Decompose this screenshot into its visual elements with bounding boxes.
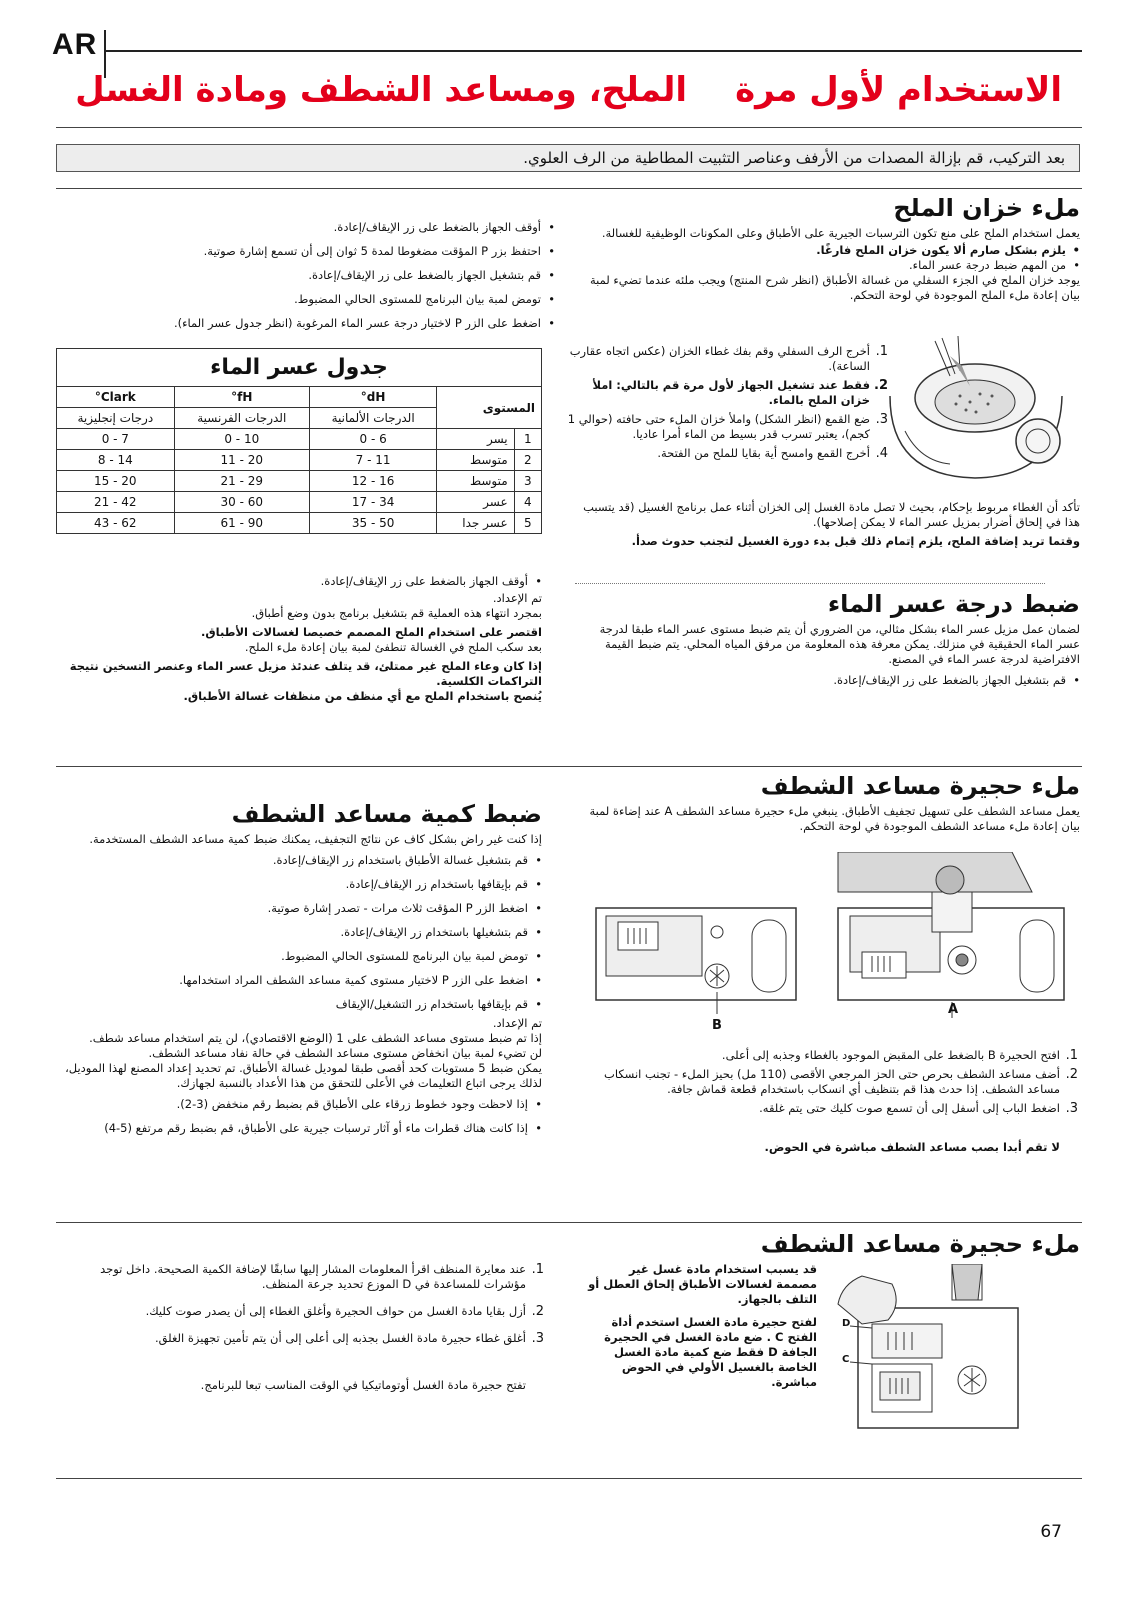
rinse-adjust-tip: • إذا لاحظت وجود خطوط زرقاء على الأطباق قم بضبط رقم منخفض (3-2). (56, 1097, 528, 1112)
salt-indicator-note: بعد سكب الملح في الغسالة تنطفئ لمبة بيان إعادة ملء الملح. (244, 640, 542, 654)
salt-funnel-illustration (880, 336, 1070, 486)
table-caption: جدول عسر الماء (57, 349, 542, 387)
hardness-step-2: • احتفظ بزر P المؤقت مضغوطا لمدة 5 ثوان إلى أن تسمع إشارة صوتية. (56, 244, 541, 259)
water-hardness-table (56, 348, 542, 534)
hardness-step-5: • اضغط على الزر P لاختيار درجة عسر الماء المرغوبة (انظر جدول عسر الماء). (56, 316, 541, 331)
salt-note-2: وقتما تريد إضافة الملح، يلزم إتمام ذلك قبل بدء دورة الغسيل لتجنب حدوث صدأ. (631, 534, 1080, 548)
rinse-adjust-step: • قم بتشغيلها باستخدام زر الإيقاف/إعادة. (56, 925, 528, 940)
rinse-dispenser-illustration (592, 852, 1072, 1032)
table-subheader-fh: الدرجات الفرنسية (174, 408, 309, 429)
rinse-fill-steps (575, 1048, 1076, 1116)
salt-note-1: تأكد أن الغطاء مربوط بإحكام، بحيث لا تصل مادة الغسل إلى الخزان أثناء عمل برنامج الغسيل (قد يتسبب هذا في إلحاق أضرار بمزيل عسر الماء لا يمكن إصلاحها). (583, 500, 1080, 529)
label-b: B (712, 1018, 722, 1033)
rinse-warning: لا تقم أبدا بصب مساعد الشطف مباشرة في الحوض. (764, 1140, 1060, 1154)
rinse-step-1: 1. افتح الحجيرة B بالضغط على المقبض الموجود بالغطاء وجذبه إلى أعلى. (721, 1048, 1078, 1063)
salt-step-2: 2. فقط عند تشغيل الجهاز لأول مرة قم بالتالي: املأ خزان الملح بالماء. (592, 378, 888, 407)
salt-step-3: 3. ضع القمع (انظر الشكل) واملأ خزان الملء حتى حافته (حوالي 1 كجم)، يعتبر تسرب قدر بسيط من الماء أمرا عاديا. (567, 412, 888, 441)
hardness-after (56, 574, 542, 704)
intro-box: بعد التركيب، قم بإزالة المصدات من الأرفف وعناصر التثبيت المطاطية من الرف العلوي. (56, 144, 1080, 172)
salt-section (575, 194, 1080, 303)
rinse-adjust-line: إذا تم ضبط مستوى مساعد الشطف على 1 (الوضع الاقتصادي)، لن يتم استخدام مساعد شطف. (89, 1031, 542, 1045)
detergent-steps (56, 1262, 542, 1346)
hardness-heading: ضبط درجة عسر الماء (827, 590, 1080, 618)
title-rule (56, 127, 1082, 128)
dotted-separator (575, 583, 1045, 584)
table-row: 1 يسر 6 - 0 10 - 0 7 - 0 (57, 429, 542, 450)
table-subheader-dh: الدرجات الألمانية (309, 408, 436, 429)
title-part-1: الاستخدام لأول مرة (735, 70, 1062, 110)
rinse-adjust-step: • قم بإيقافها باستخدام زر التشغيل/الإيقاف (56, 997, 528, 1012)
page-number: 67 (1040, 1522, 1062, 1542)
rinse-adjust-line: لن تضيء لمبة بيان انخفاض مستوى مساعد الشطف في حالة نفاد مساعد الشطف. (148, 1046, 542, 1060)
detergent-warning-2: لفتح حجيرة مادة الغسل استخدم أداة الفتح C . ضع مادة الغسل في الحجيرة الجافة D فقط ضع كمية مادة الغسل الخاصة بالغسيل الأولي في الحوض مباشرة. (604, 1315, 817, 1389)
detergent-dispenser-illustration (832, 1264, 1026, 1444)
title-part-2: الملح، ومساعد الشطف ومادة الغسل (75, 70, 688, 110)
rinse-fill-heading: ملء حجيرة مساعد الشطف (760, 772, 1080, 800)
detergent-step-3: 3. أغلق غطاء حجيرة مادة الغسل بجذبه إلى أعلى إلى أن يتم تأمين تجهيزة الغلق. (154, 1331, 544, 1346)
label-d: D (842, 1318, 851, 1329)
table-header-clark: Clark° (57, 387, 175, 408)
rinse-fill-section (575, 772, 1080, 834)
rinse-adjust-tip: • إذا كانت هناك قطرات ماء أو آثار ترسبات جيرية على الأطباق، قم بضبط رقم مرتفع (5-4) (56, 1121, 528, 1136)
rinse-adjust-line: يمكن ضبط 5 مستويات كحد أقصى طبقا لموديل غسالة الأطباق. تم تحديد إعداد المصنع لهذا الموديل، لذلك يرجى اتباع التعليمات في الأعلى للتحقق من هذا الأعداد بالنسبة لجهازك. (65, 1061, 542, 1090)
table-header-level: المستوى (437, 387, 542, 429)
table-row: 5 عسر جدا 50 - 35 90 - 61 62 - 43 (57, 513, 542, 534)
salt-step-4: 4. أخرج القمع وامسح أية بقايا للملح من الفتحة. (657, 446, 888, 461)
hardness-step-4: • تومض لمبة بيان البرنامج للمستوى الحالي المضبوط. (56, 292, 541, 307)
table-row: 2 متوسط 11 - 7 20 - 11 14 - 8 (57, 450, 542, 471)
rinse-adjust-section (56, 800, 542, 1145)
rinse-adjust-step: • اضغط الزر P المؤقت ثلاث مرات - تصدر إشارة صوتية. (56, 901, 528, 916)
rinse-adjust-line: تم الإعداد. (492, 1016, 542, 1030)
after-line-2: بمجرد انتهاء هذه العملية قم بتشغيل برنامج بدون وضع أطباق. (251, 606, 542, 620)
detergent-warnings (585, 1262, 817, 1390)
table-header-fh: fH° (174, 387, 309, 408)
salt-step-1: 1. أخرج الرف السفلي وقم بفك غطاء الخزان (عكس اتجاه عقارب الساعة). (569, 344, 888, 373)
detergent-end-note: تفتح حجيرة مادة الغسل أوتوماتيكيا في الوقت المناسب تبعا للبرنامج. (200, 1378, 526, 1392)
salt-heading: ملء خزان الملح (893, 194, 1080, 222)
salt-bullet-2: • من المهم ضبط درجة عسر الماء. (575, 258, 1066, 273)
salt-intro: يعمل استخدام الملح على منع تكون الترسبات الجيرية على الأطباق وعلى المكونات الوظيفية للغسالة. (601, 226, 1080, 240)
table-row: 3 متوسط 16 - 12 29 - 21 20 - 15 (57, 471, 542, 492)
detergent-warning-1: قد يسبب استخدام مادة غسل غير مصممة لغسالات الأطباق إلحاق العطل أو التلف بالجهاز. (588, 1262, 817, 1306)
salt-warning: إذا كان وعاء الملح غير ممتلئ، قد يتلف عندئذ مزيل عسر الماء وعنصر التسخين نتيجة التراكمات الكلسية. (69, 659, 542, 688)
rinse-adjust-step: • تومض لمبة بيان البرنامج للمستوى الحالي المضبوط. (56, 949, 528, 964)
salt-notes (575, 500, 1080, 549)
rinse-adjust-step: • قم بإيقافها باستخدام زر الإيقاف/إعادة. (56, 877, 528, 892)
after-bullet: • أوقف الجهاز بالضغط على زر الإيقاف/إعادة. (56, 574, 528, 589)
footer-rule (56, 1478, 1082, 1479)
salt-bullet-1: • يلزم بشكل صارم ألا يكون خزان الملح فارغًا. (575, 243, 1066, 258)
table-header-dh: dH° (309, 387, 436, 408)
rinse-adjust-step: • قم بتشغيل غسالة الأطباق باستخدام زر الإيقاف/إعادة. (56, 853, 528, 868)
hardness-steps (56, 220, 555, 340)
section-rule (56, 1222, 1082, 1223)
detergent-step-1: 1. عند معايرة المنظف اقرأ المعلومات المشار إليها سابقًا لإضافة الكمية الصحيحة. داخل توجد مؤشرات للمساعدة في D الموزع تحديد جرعة المنظف. (100, 1262, 544, 1291)
rinse-fill-intro: يعمل مساعد الشطف على تسهيل تجفيف الأطباق. ينبغي ملء حجيرة مساعد الشطف A عند إضاءة لمبة بيان إعادة ملء مساعد الشطف الموجودة في لوحة التحكم. (589, 804, 1080, 833)
hardness-step-3: • قم بتشغيل الجهاز بالضغط على زر الإيقاف/إعادة. (56, 268, 541, 283)
rinse-adjust-step: • اضغط على الزر P لاختيار مستوى كمية مساعد الشطف المراد استخدامها. (56, 973, 528, 988)
rinse-step-2: 2. أضف مساعد الشطف بحرص حتى الحز المرجعي الأقصى (110 مل) بحيز الملء - تجنب انسكاب مساعد الشطف. إذا حدث هذا قم بتنظيف أي انسكاب باستخدام قطعة قماش جافة. (604, 1067, 1078, 1096)
salt-special-note: اقتصر على استخدام الملح المصمم خصيصا لغسالات الأطباق. (200, 625, 542, 639)
language-code: AR (52, 28, 98, 61)
salt-steps (560, 344, 886, 461)
hardness-step-1: • أوقف الجهاز بالضغط على زر الإيقاف/إعادة. (56, 220, 541, 235)
hardness-section (575, 590, 1080, 697)
section-rule (56, 766, 1082, 767)
detergent-heading: ملء حجيرة مساعد الشطف (760, 1230, 1080, 1258)
salt-location: يوجد خزان الملح في الجزء السفلي من غسالة الأطباق (انظر شرح المنتج) ويجب ملئه عندما تضيء لمبة بيان إعادة ملء الملح الموجودة في لوحة التحكم. (589, 273, 1080, 302)
table-row: 4 عسر 34 - 17 60 - 30 42 - 21 (57, 492, 542, 513)
table-subheader-clark: درجات إنجليزية (57, 408, 175, 429)
section-rule (56, 188, 1082, 189)
after-line-1: تم الإعداد. (492, 591, 542, 605)
rinse-adjust-heading: ضبط كمية مساعد الشطف (231, 800, 542, 828)
label-a: A (948, 1002, 959, 1017)
rinse-adjust-intro: إذا كنت غير راض بشكل كاف عن نتائج التجفيف، يمكنك ضبط كمية مساعد الشطف المستخدمة. (89, 832, 542, 846)
hardness-bullet: • قم بتشغيل الجهاز بالضغط على زر الإيقاف/إعادة. (575, 673, 1066, 688)
rinse-step-3: 3. اضغط الباب إلى أسفل إلى أن تسمع صوت كليك حتى يتم غلقه. (759, 1101, 1078, 1116)
hardness-intro: لضمان عمل مزيل عسر الماء بشكل مثالي، من الضروري أن يتم ضبط مستوى عسر الماء طبقا لدرجة عسر الماء الحقيقية في منزلك. يمكن معرفة هذه المعلومة من مرفق المياه المحلي. يتم ضبط القيمة الافتراضية لدرجة عسر الماء في المصنع. (599, 622, 1080, 666)
label-c: C (842, 1354, 850, 1365)
salt-recommendation: يُنصح باستخدام الملح مع أي منظف من منظفات غسالة الأطباق. (183, 689, 542, 703)
header-rule (106, 50, 1082, 52)
page-title (75, 70, 1062, 110)
detergent-step-2: 2. أزل بقايا مادة الغسل من حواف الحجيرة وأغلق الغطاء إلى أن يصدر صوت كليك. (145, 1304, 544, 1319)
